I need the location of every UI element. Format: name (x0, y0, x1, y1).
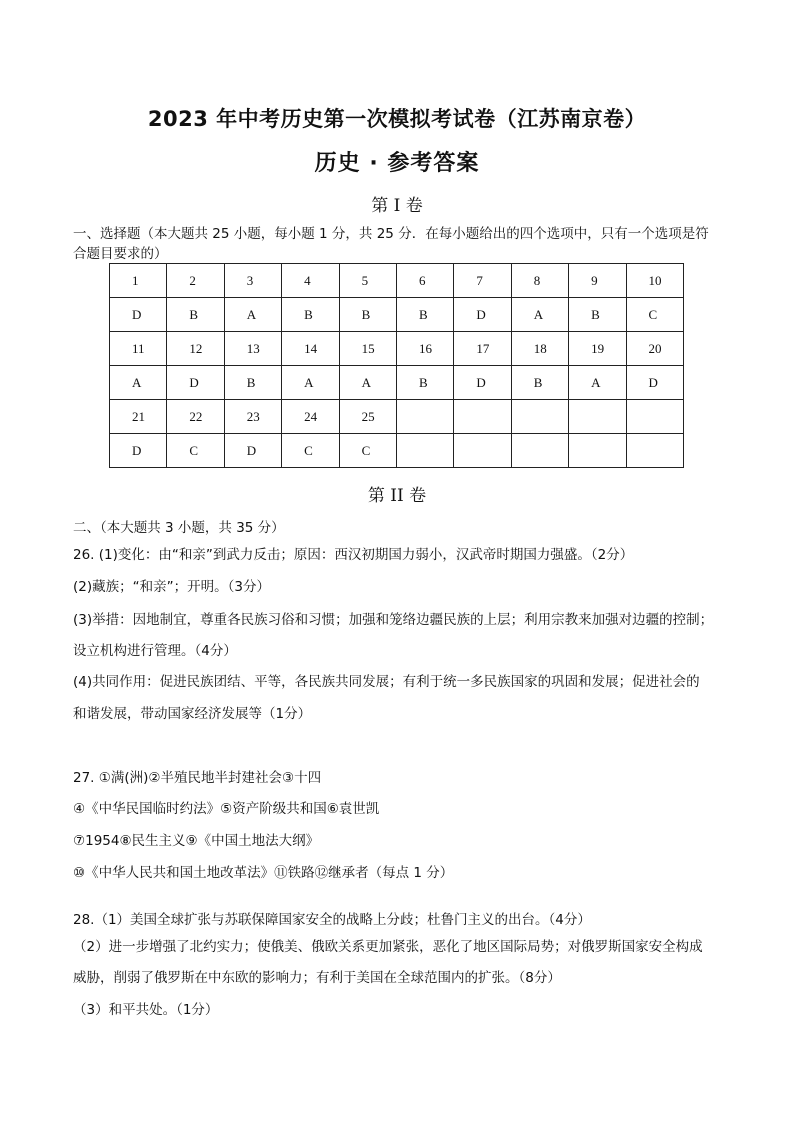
table-cell-text: B (246, 374, 256, 390)
table-cell-text: 24 (304, 408, 318, 424)
table-cell (569, 434, 626, 468)
table-cell-text: 14 (304, 340, 318, 356)
table-cell-text: 20 (648, 340, 662, 356)
table-cell (339, 332, 396, 366)
table-cell (626, 366, 683, 400)
table-cell-text: 3 (246, 272, 254, 288)
q27-line3: ⑦1954⑧民生主义⑨《中国土地法大纲》 (73, 833, 320, 849)
table-cell (110, 366, 167, 400)
table-cell-text: 8 (533, 272, 541, 288)
q26-line6: 和谐发展，带动国家经济发展等（1分） (73, 706, 312, 722)
table-row (110, 434, 684, 468)
table-cell-text: B (591, 306, 600, 322)
table-cell (626, 434, 683, 468)
table-cell (110, 434, 167, 468)
table-cell (511, 332, 568, 366)
table-cell (110, 332, 167, 366)
table-cell-text: 18 (533, 340, 547, 356)
table-cell (167, 332, 224, 366)
table-cell (454, 366, 511, 400)
table-cell (339, 434, 396, 468)
table-cell-text: 13 (246, 340, 260, 356)
table-cell (110, 264, 167, 298)
table-cell (454, 298, 511, 332)
table-cell (511, 400, 568, 434)
table-cell-text: 11 (132, 340, 145, 356)
table-row (110, 400, 684, 434)
q27-line2: ④《中华民国临时约法》⑤资产阶级共和国⑥袁世凯 (73, 801, 380, 817)
table-cell-text: A (132, 374, 142, 390)
table-cell (454, 434, 511, 468)
table-cell (569, 298, 626, 332)
table-cell-text: 16 (418, 340, 432, 356)
table-cell-text: D (476, 374, 486, 390)
part1-heading: 第 I 卷 (371, 196, 423, 216)
table-cell-text: D (189, 374, 199, 390)
page-subtitle: 历史 · 参考答案 (314, 151, 480, 176)
table-cell-text: 1 (132, 272, 139, 288)
table-cell (396, 332, 453, 366)
table-cell (339, 366, 396, 400)
table-cell-text: 25 (361, 408, 375, 424)
table-cell (282, 434, 339, 468)
table-cell (282, 298, 339, 332)
table-row (110, 264, 684, 298)
q26-line3: (3)举措：因地制宜，尊重各民族习俗和习惯；加强和笼络边疆民族的上层；利用宗教来加强对边疆的控制； (73, 612, 714, 628)
table-cell (396, 434, 453, 468)
table-cell-text: 12 (189, 340, 203, 356)
q28-line4: （3）和平共处。（1分） (73, 1002, 219, 1018)
table-row (110, 366, 684, 400)
table-cell (454, 264, 511, 298)
table-cell-text: C (361, 442, 371, 458)
q27-line1: 27. ①满(洲)②半殖民地半封建社会③十四 (73, 770, 322, 786)
table-cell-text: 22 (189, 408, 203, 424)
table-cell-text: B (361, 306, 371, 322)
table-cell (339, 400, 396, 434)
table-cell (167, 366, 224, 400)
table-cell (569, 400, 626, 434)
q28-line1: 28.（1）美国全球扩张与苏联保障国家安全的战略上分歧；杜鲁门主义的出台。（4分） (73, 912, 591, 928)
table-cell (224, 400, 281, 434)
table-cell-text: B (304, 306, 313, 322)
table-cell (626, 332, 683, 366)
table-cell-text: 23 (246, 408, 260, 424)
table-cell (224, 264, 281, 298)
table-cell-text: B (189, 306, 199, 322)
table-cell (511, 366, 568, 400)
table-cell-text: D (246, 442, 257, 458)
table-cell (511, 264, 568, 298)
table-cell-text: 21 (132, 408, 145, 424)
table-cell (282, 332, 339, 366)
table-cell (511, 434, 568, 468)
part2-section-title: 二、（本大题共 3 小题，共 35 分） (73, 520, 285, 536)
table-cell-text: A (304, 374, 314, 390)
table-cell-text: 10 (648, 272, 662, 288)
table-cell-text: C (304, 442, 313, 458)
table-cell (110, 400, 167, 434)
table-cell (569, 366, 626, 400)
table-cell-text: 17 (476, 340, 490, 356)
table-cell (396, 298, 453, 332)
table-cell (626, 298, 683, 332)
table-cell (224, 298, 281, 332)
table-cell-text: 5 (361, 272, 369, 288)
table-cell (282, 400, 339, 434)
part2-heading: 第 II 卷 (367, 486, 427, 506)
table-cell-text: A (591, 374, 601, 390)
table-cell-text: A (533, 306, 544, 322)
table-cell (339, 264, 396, 298)
table-cell (396, 400, 453, 434)
q27-line4: ⑩《中华人民共和国土地改革法》⑪铁路⑫继承者（每点 1 分） (73, 865, 454, 881)
table-cell-text: 15 (361, 340, 375, 356)
table-cell (224, 332, 281, 366)
table-cell-text: C (648, 306, 658, 322)
table-cell (167, 264, 224, 298)
table-cell (454, 332, 511, 366)
table-row (110, 298, 684, 332)
table-row (110, 332, 684, 366)
table-cell (167, 298, 224, 332)
table-cell-text: 6 (418, 272, 426, 288)
table-cell-text: 7 (476, 272, 483, 288)
table-cell-text: C (189, 442, 199, 458)
table-cell (511, 298, 568, 332)
table-cell-text: 19 (591, 340, 605, 356)
q26-line1: 26. (1)变化：由“和亲”到武力反击；原因：西汉初期国力弱小，汉武帝时期国力强盛。（2分） (73, 547, 634, 563)
q28-line2: （2）进一步增强了北约实力；使俄美、俄欧关系更加紧张，恶化了地区国际局势；对俄罗斯国家安全构成 (73, 939, 703, 955)
q26-line5: (4)共同作用：促进民族团结、平等，各民族共同发展；有利于统一多民族国家的巩固和发展；促进社会的 (73, 674, 700, 690)
table-cell (282, 264, 339, 298)
page-title: 2023 年中考历史第一次模拟考试卷（江苏南京卷） (147, 107, 647, 131)
table-cell (282, 366, 339, 400)
table-cell (339, 298, 396, 332)
q26-line2: (2)藏族；“和亲”；开明。（3分） (73, 579, 270, 595)
table-cell (569, 332, 626, 366)
table-cell-text: 4 (304, 272, 311, 288)
table-cell-text: B (418, 306, 428, 322)
table-cell-text: 2 (189, 272, 196, 288)
answer-table (109, 263, 684, 468)
table-cell-text: D (132, 306, 142, 322)
table-cell (569, 264, 626, 298)
q26-line4: 设立机构进行管理。（4分） (73, 643, 237, 659)
table-cell-text: B (418, 374, 428, 390)
table-cell-text: A (246, 306, 257, 322)
table-cell (396, 264, 453, 298)
table-cell-text: B (533, 374, 543, 390)
part1-instructions-line2: 合题目要求的） (73, 246, 168, 262)
table-cell-text: D (476, 306, 486, 322)
table-cell (396, 366, 453, 400)
table-cell-text: D (648, 374, 658, 390)
part1-instructions-line1: 一、选择题（本大题共 25 小题，每小题 1 分，共 25 分．在每小题给出的四个选项中，只有一个选项是符 (73, 226, 709, 242)
table-cell-text: D (132, 442, 142, 458)
table-cell (167, 400, 224, 434)
table-cell (110, 298, 167, 332)
q28-line3: 威胁，削弱了俄罗斯在中东欧的影响力；有利于美国在全球范围内的扩张。（8分） (73, 970, 561, 986)
table-cell (167, 434, 224, 468)
table-cell (224, 434, 281, 468)
table-cell-text: A (361, 374, 371, 390)
table-cell (626, 400, 683, 434)
table-cell (626, 264, 683, 298)
table-cell (454, 400, 511, 434)
table-cell-text: 9 (591, 272, 598, 288)
table-cell (224, 366, 281, 400)
